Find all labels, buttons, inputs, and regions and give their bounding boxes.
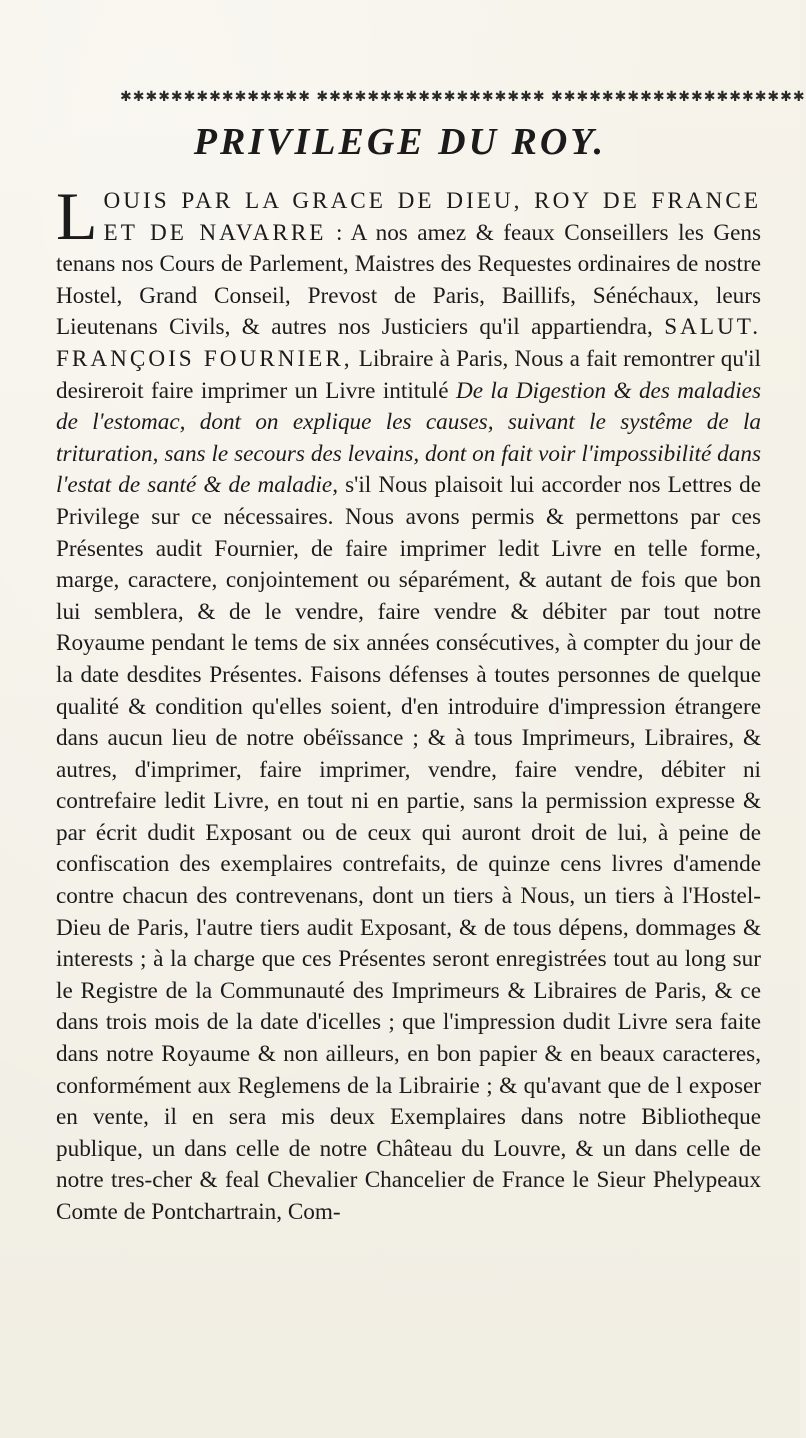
text-segment-3: s'il Nous plaisoit lui accorder nos Lettres de Privilege sur ce nécessaires. Nous avons permis & permettons par ces Présentes audit Fournier, de faire imprimer ledit Livre en telle forme, marge, caractere, conjointement ou séparément, & autant de fois que bon lui semblera, & de le vendre, faire vendre & débiter par tout notre Royaume pendant le tems de six années consécutives, à compter du jour de la date desdites Présentes. Faisons défenses à toutes personnes de quelque qualité & condition qu'elles soient, d'en introduire d'impression étrangere dans aucun lieu de notre obéïssance ; & à tous Imprimeurs, Libraires, & autres, d'imprimer, faire imprimer, vendre, faire vendre, débiter ni contrefaire ledit Livre, en tout ni en partie, sans la permission expresse & par écrit dudit Exposant ou de ceux qui auront droit de lui, à peine de confiscation des exemplaires contrefaits, de quinze cens livres d'amende contre chacun des contrevenans, dont un tiers à Nous, un tiers à l'Hostel-Dieu de Paris, l'autre tiers audit Exposant, & de tous dépens, dommages & interests ; à la charge que ces Présentes seront enregistrées tout au long sur le Registre de la Communauté des Imprimeurs & Libraires de Paris, & ce dans trois mois de la date d'icelles ; que l'impression dudit Livre sera faite dans notre Royaume & non ailleurs, en bon papier & en beaux caracteres, conformément aux Reglemens de la Librairie ; & qu'avant que de l exposer en vente, il en sera mis deux Exemplaires dans notre Bibliotheque publique, un dans celle de notre Château du Louvre, & un dans celle de notre tres-cher & feal Chevalier Chancelier de France le Sieur Phelypeaux Comte de Pontchartrain, Com- — [56, 472, 761, 1225]
publisher-name: FRANÇOIS FOURNIER, — [56, 345, 353, 372]
text-segment-1: : A nos amez & feaux Conseillers les Gens tenans nos Cours de Parlement, Maistres des Requestes ordinaires de nostre Hostel, Grand Conseil, Prevost de Paris, Baillifs, Sénéchaux, leurs Lieutenans Civils, & autres nos Justiciers qu'il appartiendra, — [56, 219, 761, 341]
royal-title: OUIS PAR LA GRACE DE DIEU, ROY DE FRANCE ET DE NAVARRE — [103, 188, 761, 246]
book-title: De la Digestion & des maladies de l'estomac, dont on explique les causes, suivant le systême de la trituration, sans le secours des levains, dont on fait voir l'impossibilité dans l'estat de santé & de maladie, — [56, 377, 761, 499]
privilege-text — [56, 178, 762, 1229]
salut: SALUT. — [664, 314, 762, 341]
text-segment-2: Libraire à Paris, Nous a fait remontrer qu'il desireroit faire imprimer un Livre intitulé — [56, 345, 761, 404]
page-title: PRIVILEGE DU ROY. — [193, 121, 607, 163]
drop-cap: L — [56, 178, 98, 254]
ornamental-border: ✱✱✱✱✱✱✱✱✱✱✱✱✱✱✱ ✱✱✱✱✱✱✱✱✱✱✱✱✱✱✱✱✱✱ ✱✱✱✱✱✱✱✱✱✱✱✱✱✱✱✱✱✱✱✱ — [120, 89, 806, 105]
